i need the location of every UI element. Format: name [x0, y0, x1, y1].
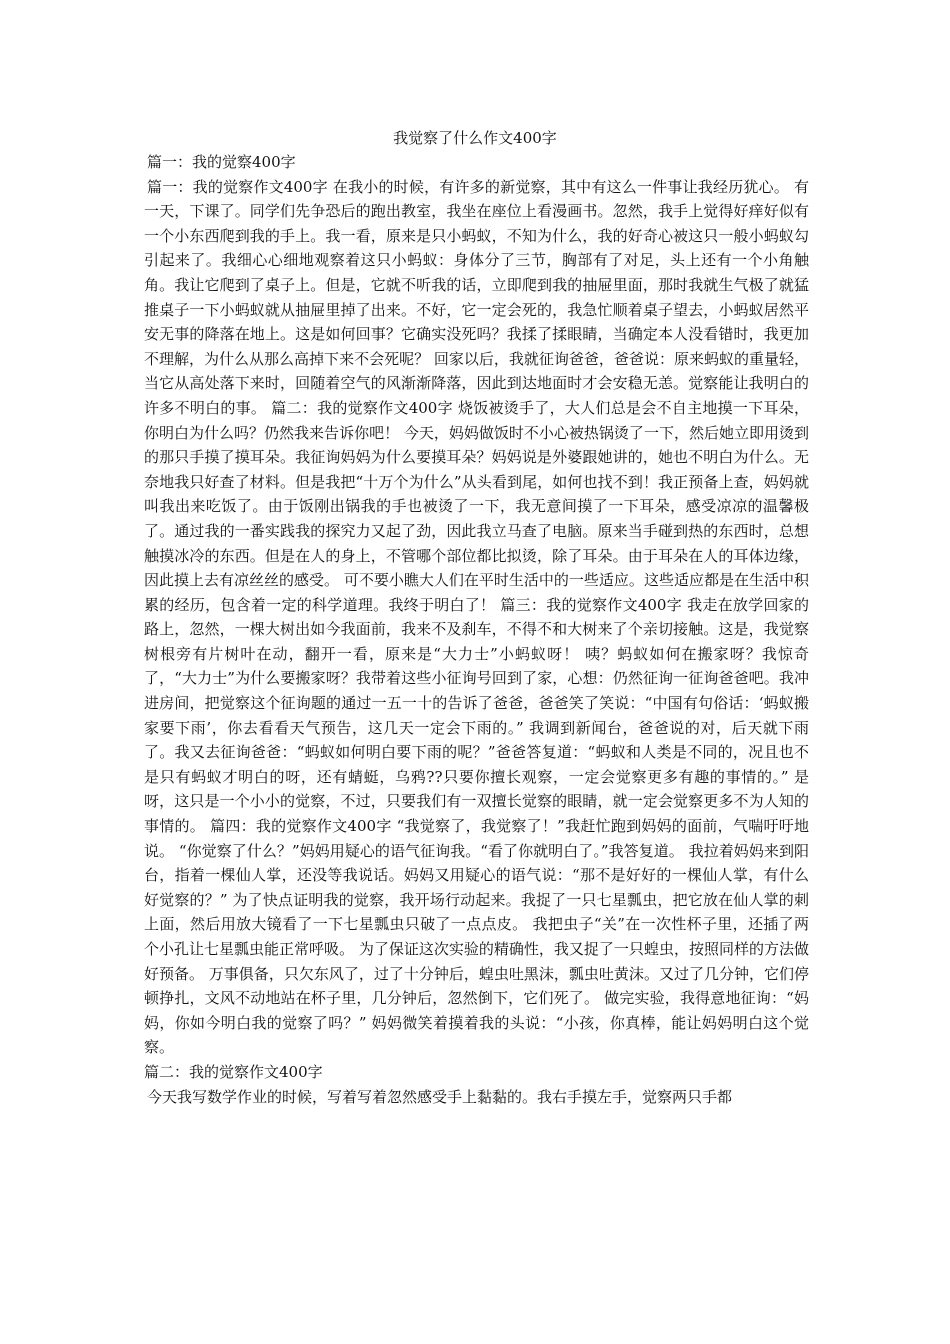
body-paragraph-1: 篇一：我的觉察作文400字 在我小的时候，有许多的新觉察，其中有这么一件事让我经历犹心。 有一天，下课了。同学们先争恐后的跑出教室，我坐在座位上看漫画书。忽然，我手上觉得好痒好似有一个小东西爬到我的手上。我一看，原来是只小蚂蚁，不知为什么，我的好奇心被这只一般小蚂蚁勾引起来了。我细心心细地观察着这只小蚂蚁：身体分了三节，胸部有了对足，头上还有一个小角触角。我让它爬到了桌子上。但是，它就不听我的话，立即爬到我的抽屉里面，那时我就生气极了就猛推桌子一下小蚂蚁就从抽屉里掉了出来。不好，它一定会死的，我急忙顺着桌子望去，小蚂蚁居然平安无事的降落在地上。这是如何回事？它确实没死吗？我揉了揉眼睛，当确定本人没看错时，我更加不理解，为什么从那么高掉下来不会死呢？ 回家以后，我就征询爸爸，爸爸说：原来蚂蚁的重量轻，当它从高处落下来时，回随着空气的风渐渐降落，因此到达地面时才会安稳无恙。觉察能让我明白的许多不明白的事。 篇二：我的觉察作文400字 烧饭被烫手了，大人们总是会不自主地摸一下耳朵，你明白为什么吗？仍然我来告诉你吧！ 今天，妈妈做饭时不小心被热锅烫了一下，然后她立即用烫到的那只手摸了摸耳朵。我征询妈妈为什么要摸耳朵？妈妈说是外婆跟她讲的，她也不明白为什么。无奈地我只好查了材料。但是我把“十万个为什么”从头看到尾，如何也找不到！我正预备上查，妈妈就叫我出来吃饭了。由于饭刚出锅我的手也被烫了一下，我无意间摸了一下耳朵，感受凉凉的温馨极了。通过我的一番实践我的探究力又起了劲，因此我立马查了电脑。原来当手碰到热的东西时，总想触摸冰冷的东西。但是在人的身上，不管哪个部位都比拟烫，除了耳朵。由于耳朵在人的耳体边缘，因此摸上去有凉丝丝的感受。 可不要小瞧大人们在平时生活中的一些适应。这些适应都是在生活中积累的经历，包含着一定的科学道理。我终于明白了！ 篇三：我的觉察作文400字 我走在放学回家的路上，忽然，一棵大树出如今我面前，我来不及刹车，不得不和大树来了个亲切接触。这是，我觉察树根旁有片树叶在动，翻开一看，原来是“大力士”小蚂蚁呀！ 咦？蚂蚁如何在搬家呀？我惊奇了，“大力士”为什么要搬家呀？我带着这些小征询号回到了家，心想：仍然征询一征询爸爸吧。我冲进房间，把觉察这个征询题的通过一五一十的告诉了爸爸，爸爸笑了笑说：“中国有句俗话：‘蚂蚁搬家要下雨’，你去看看天气预告，这几天一定会下雨的。” 我调到新闻台，爸爸说的对，后天就下雨了。我又去征询爸爸：“蚂蚁如何明白要下雨的呢？”爸爸答复道：“蚂蚁和人类是不同的，况且也不是只有蚂蚁才明白的呀，还有蜻蜓，乌鸦??只要你擅长观察，一定会觉察更多有趣的事情的。” 是呀，这只是一个小小的觉察，不过，只要我们有一双擅长觉察的眼睛，就一定会觉察更多不为人知的事情的。 篇四：我的觉察作文400字 “我觉察了，我觉察了！”我赶忙跑到妈妈的面前，气喘吁吁地说。 “你觉察了什么？”妈妈用疑心的语气征询我。“看了你就明白了。”我答复道。 我拉着妈妈来到阳台，指着一棵仙人掌，还没等我说话。妈妈又用疑心的语气说：“那不是好好的一棵仙人掌，有什么好觉察的？” 为了快点证明我的觉察，我开场行动起来。我捉了一只七星瓢虫，把它放在仙人掌的刺上面，然后用放大镜看了一下七星瓢虫只破了一点点皮。 我把虫子“关”在一次性杯子里，还插了两个小孔让七星瓢虫能正常呼吸。 为了保证这次实验的精确性，我又捉了一只蝗虫，按照同样的方法做好预备。 万事俱备，只欠东风了，过了十分钟后，蝗虫吐黑沫，瓢虫吐黄沫。又过了几分钟，它们停顿挣扎，文风不动地站在杯子里，几分钟后，忽然倒下，它们死了。 做完实验，我得意地征询：“妈妈，你如今明白我的觉察了吗？” 妈妈微笑着摸着我的头说：“小孩，你真棒，能让妈妈明白这个觉察。: [144, 177, 809, 1057]
document-title: 我觉察了什么作文400字: [393, 129, 557, 147]
body-paragraph-2: 今天我写数学作业的时候，写着写着忽然感受手上黏黏的。我右手摸左手，觉察两只手都: [147, 1087, 733, 1106]
document-body: [144, 150, 809, 1109]
section-heading-2: 篇二：我的觉察作文400字: [144, 1062, 323, 1081]
section-heading-1: 篇一：我的觉察400字: [147, 153, 296, 171]
